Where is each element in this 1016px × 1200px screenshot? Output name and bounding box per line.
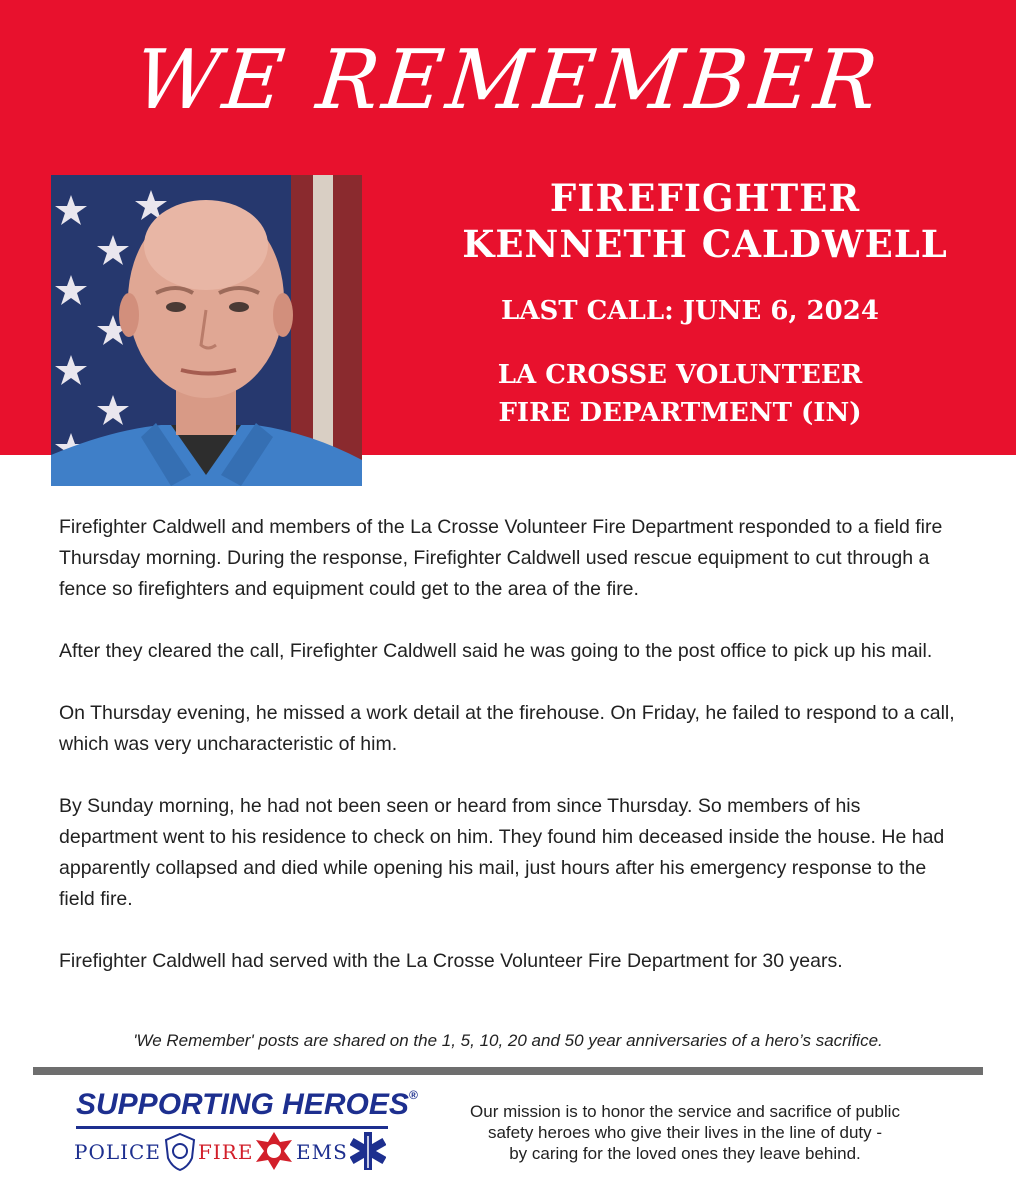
mission-line: Our mission is to honor the service and sacrifice of public — [470, 1102, 900, 1121]
logo-services-row — [74, 1128, 394, 1174]
logo-ems: EMS — [296, 1140, 348, 1164]
mission-statement — [420, 1101, 950, 1164]
footer-divider — [33, 1067, 983, 1075]
star-of-life-icon — [350, 1128, 386, 1174]
logo-police: POLICE — [74, 1140, 161, 1164]
story-body — [59, 512, 963, 1008]
story-paragraph: On Thursday evening, he missed a work detail at the firehouse. On Friday, he failed to respond to a call, which was very uncharacteristic of him. — [59, 702, 955, 755]
logo-trademark: ® — [408, 1088, 418, 1102]
story-paragraph: Firefighter Caldwell had served with the La Crosse Volunteer Fire Department for 30 years. — [59, 950, 843, 972]
supporting-heroes-logo — [76, 1088, 418, 1122]
anniversary-note: 'We Remember' posts are shared on the 1, 5, 10, 20 and 50 year anniversaries of a hero’s sacrifice. — [133, 1031, 883, 1050]
mission-line: by caring for the loved ones they leave behind. — [509, 1144, 861, 1163]
department-line-1: LA CROSSE VOLUNTEER — [497, 360, 863, 390]
story-paragraph: After they cleared the call, Firefighter Caldwell said he was going to the post office to pick up his mail. — [59, 640, 933, 662]
mission-line: safety heroes who give their lives in the line of duty - — [487, 1123, 883, 1142]
police-badge-icon — [162, 1132, 198, 1172]
story-paragraph: By Sunday morning, he had not been seen or heard from since Thursday. So members of his department went to his residence to check on him. They found him deceased inside the house. He had apparently collapsed and died while opening his mail, just hours after his emergency response to the field fire. — [59, 795, 945, 910]
hero-rank: FIREFIGHTER — [549, 176, 861, 220]
story-paragraph: Firefighter Caldwell and members of the La Crosse Volunteer Fire Department responded to a field fire Thursday morning. During the response, Firefighter Caldwell used rescue equipment to cut through a fence so firefighters and equipment could get to the area of the fire. — [59, 516, 943, 600]
logo-fire: FIRE — [198, 1140, 254, 1164]
hero-name: KENNETH CALDWELL — [462, 222, 948, 266]
portrait-illustration — [51, 175, 362, 486]
hero-portrait — [51, 175, 362, 486]
maltese-cross-icon — [254, 1130, 294, 1172]
logo-title-text: SUPPORTING HEROES — [76, 1088, 409, 1121]
headline: WE REMEMBER — [130, 33, 886, 128]
last-call-date: LAST CALL: JUNE 6, 2024 — [501, 296, 879, 326]
department-line-2: FIRE DEPARTMENT (IN) — [498, 398, 862, 428]
